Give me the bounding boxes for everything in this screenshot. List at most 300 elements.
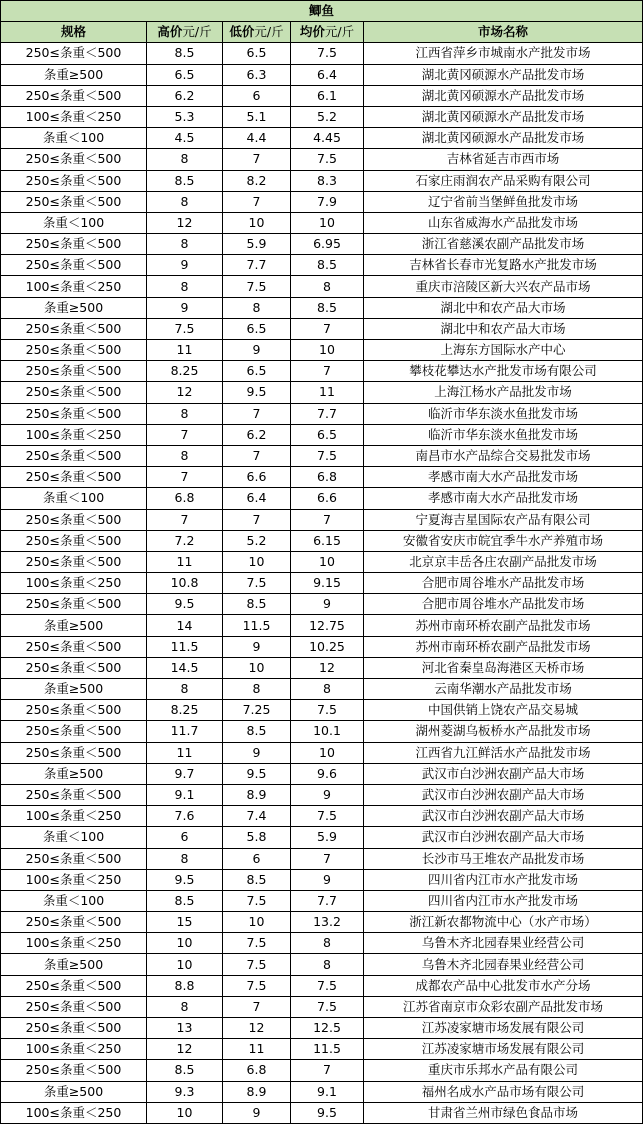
- cell-high-price: 9.5: [147, 869, 223, 890]
- cell-market-name: 吉林省延吉市西市场: [364, 149, 643, 170]
- cell-low-price: 7: [223, 445, 291, 466]
- table-title-row: [1, 1, 643, 22]
- cell-avg-price: 10: [291, 340, 364, 361]
- cell-market-name: 苏州市南环桥农副产品批发市场: [364, 615, 643, 636]
- cell-high-price: 11: [147, 742, 223, 763]
- cell-market-name: 云南华潮水产品批发市场: [364, 679, 643, 700]
- cell-low-price: 7.5: [223, 573, 291, 594]
- cell-low-price: 10: [223, 912, 291, 933]
- column-header-low-price: 低价元/斤: [223, 22, 291, 43]
- cell-avg-price: 9: [291, 594, 364, 615]
- cell-spec: 250≤条重＜500: [1, 784, 147, 805]
- cell-spec: 100≤条重＜250: [1, 573, 147, 594]
- cell-spec: 250≤条重＜500: [1, 700, 147, 721]
- cell-low-price: 11.5: [223, 615, 291, 636]
- cell-avg-price: 10: [291, 742, 364, 763]
- table-row: [1, 403, 643, 424]
- cell-high-price: 4.5: [147, 128, 223, 149]
- cell-high-price: 8: [147, 445, 223, 466]
- cell-market-name: 武汉市白沙洲农副产品大市场: [364, 784, 643, 805]
- cell-high-price: 8.25: [147, 700, 223, 721]
- table-row: [1, 234, 643, 255]
- cell-low-price: 9.5: [223, 382, 291, 403]
- cell-avg-price: 7.5: [291, 996, 364, 1017]
- cell-market-name: 吉林省长春市光复路水产批发市场: [364, 255, 643, 276]
- cell-market-name: 石家庄雨润农产品采购有限公司: [364, 170, 643, 191]
- cell-high-price: 14.5: [147, 657, 223, 678]
- cell-high-price: 10: [147, 933, 223, 954]
- cell-spec: 100≤条重＜250: [1, 806, 147, 827]
- cell-spec: 250≤条重＜500: [1, 43, 147, 64]
- cell-low-price: 7.7: [223, 255, 291, 276]
- cell-market-name: 上海江杨水产品批发市场: [364, 382, 643, 403]
- cell-low-price: 6.5: [223, 361, 291, 382]
- cell-avg-price: 10.1: [291, 721, 364, 742]
- cell-spec: 250≤条重＜500: [1, 149, 147, 170]
- cell-spec: 250≤条重＜500: [1, 509, 147, 530]
- column-header-spec: 规格: [1, 22, 147, 43]
- cell-high-price: 10.8: [147, 573, 223, 594]
- cell-low-price: 8.5: [223, 594, 291, 615]
- cell-market-name: 合肥市周谷堆水产品批发市场: [364, 594, 643, 615]
- cell-avg-price: 5.2: [291, 106, 364, 127]
- table-row: [1, 361, 643, 382]
- cell-avg-price: 11: [291, 382, 364, 403]
- table-body: [1, 43, 643, 1124]
- table-row: [1, 615, 643, 636]
- cell-low-price: 12: [223, 1018, 291, 1039]
- cell-avg-price: 8: [291, 679, 364, 700]
- cell-spec: 250≤条重＜500: [1, 318, 147, 339]
- table-row: [1, 954, 643, 975]
- table-row: [1, 530, 643, 551]
- cell-high-price: 8: [147, 679, 223, 700]
- cell-market-name: 临沂市华东淡水鱼批发市场: [364, 403, 643, 424]
- cell-low-price: 7: [223, 403, 291, 424]
- cell-market-name: 武汉市白沙洲农副产品大市场: [364, 763, 643, 784]
- table-row: [1, 467, 643, 488]
- cell-high-price: 8.5: [147, 170, 223, 191]
- table-row: [1, 1060, 643, 1081]
- cell-avg-price: 7.9: [291, 191, 364, 212]
- cell-market-name: 乌鲁木齐北园春果业经营公司: [364, 954, 643, 975]
- cell-avg-price: 8.3: [291, 170, 364, 191]
- cell-market-name: 长沙市马王堆农产品批发市场: [364, 848, 643, 869]
- cell-spec: 条重≥500: [1, 64, 147, 85]
- table-row: [1, 679, 643, 700]
- cell-market-name: 河北省秦皇岛海港区天桥市场: [364, 657, 643, 678]
- cell-spec: 条重＜100: [1, 890, 147, 911]
- cell-avg-price: 7: [291, 848, 364, 869]
- table-row: [1, 297, 643, 318]
- cell-avg-price: 7.5: [291, 445, 364, 466]
- cell-avg-price: 6.8: [291, 467, 364, 488]
- cell-market-name: 武汉市白沙洲农副产品大市场: [364, 806, 643, 827]
- cell-high-price: 8.5: [147, 890, 223, 911]
- cell-market-name: 北京京丰岳各庄农副产品批发市场: [364, 551, 643, 572]
- cell-low-price: 7.4: [223, 806, 291, 827]
- cell-high-price: 6: [147, 827, 223, 848]
- table-row: [1, 912, 643, 933]
- cell-low-price: 7: [223, 191, 291, 212]
- cell-high-price: 7: [147, 467, 223, 488]
- table-header-row: [1, 22, 643, 43]
- cell-low-price: 9: [223, 636, 291, 657]
- cell-low-price: 4.4: [223, 128, 291, 149]
- cell-market-name: 湖北黄冈硕源水产品批发市场: [364, 128, 643, 149]
- table-row: [1, 933, 643, 954]
- cell-avg-price: 9.15: [291, 573, 364, 594]
- cell-spec: 250≤条重＜500: [1, 551, 147, 572]
- column-header-market: 市场名称: [364, 22, 643, 43]
- cell-market-name: 重庆市涪陵区新大兴农产品市场: [364, 276, 643, 297]
- cell-high-price: 12: [147, 1039, 223, 1060]
- table-row: [1, 488, 643, 509]
- cell-market-name: 湖北黄冈硕源水产品批发市场: [364, 106, 643, 127]
- cell-spec: 250≤条重＜500: [1, 170, 147, 191]
- cell-avg-price: 10: [291, 551, 364, 572]
- cell-market-name: 重庆市乐邦水产品有限公司: [364, 1060, 643, 1081]
- cell-high-price: 7: [147, 509, 223, 530]
- cell-market-name: 孝感市南大水产品批发市场: [364, 467, 643, 488]
- table-row: [1, 509, 643, 530]
- table-title: 鲫鱼: [1, 1, 643, 22]
- cell-market-name: 浙江省慈溪农副产品批发市场: [364, 234, 643, 255]
- table-row: [1, 742, 643, 763]
- cell-high-price: 7: [147, 424, 223, 445]
- cell-low-price: 6.5: [223, 318, 291, 339]
- cell-low-price: 8.5: [223, 869, 291, 890]
- cell-low-price: 6: [223, 85, 291, 106]
- cell-avg-price: 10.25: [291, 636, 364, 657]
- cell-avg-price: 9.1: [291, 1081, 364, 1102]
- cell-high-price: 8.25: [147, 361, 223, 382]
- cell-market-name: 临沂市华东淡水鱼批发市场: [364, 424, 643, 445]
- cell-market-name: 江西省九江鲜活水产品批发市场: [364, 742, 643, 763]
- table-row: [1, 869, 643, 890]
- cell-avg-price: 8: [291, 954, 364, 975]
- cell-spec: 250≤条重＜500: [1, 530, 147, 551]
- cell-avg-price: 7: [291, 509, 364, 530]
- cell-market-name: 攀枝花攀达水产批发市场有限公司: [364, 361, 643, 382]
- cell-high-price: 9.7: [147, 763, 223, 784]
- cell-avg-price: 8.5: [291, 297, 364, 318]
- cell-high-price: 7.5: [147, 318, 223, 339]
- cell-low-price: 5.2: [223, 530, 291, 551]
- cell-market-name: 南昌市水产品综合交易批发市场: [364, 445, 643, 466]
- column-header-avg-price: 均价元/斤: [291, 22, 364, 43]
- cell-market-name: 成都农产品中心批发市水产分场: [364, 975, 643, 996]
- cell-low-price: 6.6: [223, 467, 291, 488]
- cell-spec: 条重＜100: [1, 128, 147, 149]
- cell-avg-price: 7: [291, 361, 364, 382]
- cell-spec: 条重≥500: [1, 954, 147, 975]
- cell-market-name: 江苏省南京市众彩农副产品批发市场: [364, 996, 643, 1017]
- cell-high-price: 9.3: [147, 1081, 223, 1102]
- table-row: [1, 1081, 643, 1102]
- cell-high-price: 15: [147, 912, 223, 933]
- cell-market-name: 山东省威海水产品批发市场: [364, 212, 643, 233]
- cell-high-price: 6.5: [147, 64, 223, 85]
- table-row: [1, 657, 643, 678]
- cell-low-price: 6: [223, 848, 291, 869]
- cell-spec: 250≤条重＜500: [1, 1060, 147, 1081]
- cell-spec: 100≤条重＜250: [1, 1102, 147, 1123]
- cell-low-price: 8.9: [223, 1081, 291, 1102]
- cell-spec: 条重≥500: [1, 297, 147, 318]
- cell-low-price: 10: [223, 551, 291, 572]
- cell-market-name: 湖北黄冈硕源水产品批发市场: [364, 64, 643, 85]
- cell-low-price: 8.9: [223, 784, 291, 805]
- cell-spec: 100≤条重＜250: [1, 1039, 147, 1060]
- cell-high-price: 8: [147, 403, 223, 424]
- table-row: [1, 340, 643, 361]
- cell-high-price: 9: [147, 255, 223, 276]
- cell-high-price: 12: [147, 212, 223, 233]
- cell-avg-price: 7.7: [291, 890, 364, 911]
- cell-high-price: 7.2: [147, 530, 223, 551]
- table-row: [1, 594, 643, 615]
- cell-market-name: 江苏凌家塘市场发展有限公司: [364, 1039, 643, 1060]
- cell-spec: 250≤条重＜500: [1, 636, 147, 657]
- cell-spec: 条重≥500: [1, 679, 147, 700]
- table-row: [1, 85, 643, 106]
- cell-avg-price: 8.5: [291, 255, 364, 276]
- table-row: [1, 573, 643, 594]
- cell-market-name: 湖北黄冈硕源水产品批发市场: [364, 85, 643, 106]
- cell-avg-price: 9.6: [291, 763, 364, 784]
- cell-market-name: 江苏凌家塘市场发展有限公司: [364, 1018, 643, 1039]
- table-row: [1, 424, 643, 445]
- table-row: [1, 212, 643, 233]
- cell-spec: 条重＜100: [1, 827, 147, 848]
- cell-avg-price: 12: [291, 657, 364, 678]
- cell-low-price: 10: [223, 657, 291, 678]
- cell-avg-price: 10: [291, 212, 364, 233]
- cell-market-name: 安徽省安庆市皖宜季牛水产养殖市场: [364, 530, 643, 551]
- cell-avg-price: 13.2: [291, 912, 364, 933]
- cell-avg-price: 9: [291, 784, 364, 805]
- column-header-high-price: 高价元/斤: [147, 22, 223, 43]
- cell-high-price: 8: [147, 149, 223, 170]
- cell-avg-price: 12.75: [291, 615, 364, 636]
- cell-high-price: 11: [147, 340, 223, 361]
- cell-market-name: 江西省萍乡市城南水产批发市场: [364, 43, 643, 64]
- cell-spec: 100≤条重＜250: [1, 424, 147, 445]
- cell-avg-price: 6.5: [291, 424, 364, 445]
- cell-low-price: 9: [223, 1102, 291, 1123]
- table-row: [1, 106, 643, 127]
- table-row: [1, 848, 643, 869]
- cell-avg-price: 6.1: [291, 85, 364, 106]
- cell-low-price: 8: [223, 679, 291, 700]
- table-row: [1, 1102, 643, 1123]
- cell-high-price: 8.8: [147, 975, 223, 996]
- cell-spec: 250≤条重＜500: [1, 912, 147, 933]
- cell-high-price: 6.8: [147, 488, 223, 509]
- cell-high-price: 8: [147, 996, 223, 1017]
- cell-market-name: 苏州市南环桥农副产品批发市场: [364, 636, 643, 657]
- cell-low-price: 5.1: [223, 106, 291, 127]
- table-row: [1, 445, 643, 466]
- cell-spec: 250≤条重＜500: [1, 848, 147, 869]
- cell-low-price: 7: [223, 509, 291, 530]
- table-row: [1, 700, 643, 721]
- cell-low-price: 6.4: [223, 488, 291, 509]
- cell-high-price: 10: [147, 1102, 223, 1123]
- cell-low-price: 8.5: [223, 721, 291, 742]
- cell-low-price: 9: [223, 340, 291, 361]
- table-row: [1, 551, 643, 572]
- cell-spec: 250≤条重＜500: [1, 975, 147, 996]
- cell-high-price: 6.2: [147, 85, 223, 106]
- cell-spec: 100≤条重＜250: [1, 106, 147, 127]
- cell-spec: 250≤条重＜500: [1, 191, 147, 212]
- table-row: [1, 784, 643, 805]
- cell-avg-price: 6.4: [291, 64, 364, 85]
- table-row: [1, 43, 643, 64]
- cell-avg-price: 7.5: [291, 149, 364, 170]
- cell-low-price: 9: [223, 742, 291, 763]
- cell-spec: 250≤条重＜500: [1, 467, 147, 488]
- table-row: [1, 763, 643, 784]
- cell-avg-price: 11.5: [291, 1039, 364, 1060]
- cell-low-price: 6.8: [223, 1060, 291, 1081]
- cell-high-price: 8.5: [147, 43, 223, 64]
- cell-high-price: 9.1: [147, 784, 223, 805]
- cell-avg-price: 7.5: [291, 700, 364, 721]
- cell-spec: 条重≥500: [1, 1081, 147, 1102]
- cell-low-price: 10: [223, 212, 291, 233]
- cell-spec: 250≤条重＜500: [1, 996, 147, 1017]
- cell-spec: 条重＜100: [1, 488, 147, 509]
- cell-high-price: 13: [147, 1018, 223, 1039]
- cell-low-price: 8: [223, 297, 291, 318]
- cell-spec: 250≤条重＜500: [1, 85, 147, 106]
- table-row: [1, 128, 643, 149]
- cell-high-price: 8: [147, 848, 223, 869]
- table-row: [1, 276, 643, 297]
- cell-high-price: 5.3: [147, 106, 223, 127]
- cell-low-price: 7.25: [223, 700, 291, 721]
- cell-spec: 250≤条重＜500: [1, 742, 147, 763]
- cell-spec: 条重＜100: [1, 212, 147, 233]
- cell-low-price: 7.5: [223, 933, 291, 954]
- cell-market-name: 上海东方国际水产中心: [364, 340, 643, 361]
- cell-market-name: 四川省内江市水产批发市场: [364, 890, 643, 911]
- table-row: [1, 721, 643, 742]
- cell-market-name: 湖北中和农产品大市场: [364, 297, 643, 318]
- cell-avg-price: 7.5: [291, 975, 364, 996]
- cell-low-price: 5.9: [223, 234, 291, 255]
- cell-high-price: 8: [147, 234, 223, 255]
- cell-spec: 100≤条重＜250: [1, 276, 147, 297]
- cell-market-name: 乌鲁木齐北园春果业经营公司: [364, 933, 643, 954]
- cell-high-price: 8: [147, 191, 223, 212]
- cell-avg-price: 4.45: [291, 128, 364, 149]
- cell-avg-price: 7.7: [291, 403, 364, 424]
- cell-avg-price: 8: [291, 276, 364, 297]
- cell-avg-price: 6.6: [291, 488, 364, 509]
- cell-high-price: 8: [147, 276, 223, 297]
- table-row: [1, 1039, 643, 1060]
- cell-low-price: 5.8: [223, 827, 291, 848]
- cell-avg-price: 8: [291, 933, 364, 954]
- cell-low-price: 11: [223, 1039, 291, 1060]
- cell-spec: 250≤条重＜500: [1, 1018, 147, 1039]
- cell-low-price: 7.5: [223, 954, 291, 975]
- cell-high-price: 10: [147, 954, 223, 975]
- cell-spec: 250≤条重＜500: [1, 234, 147, 255]
- cell-avg-price: 12.5: [291, 1018, 364, 1039]
- cell-market-name: 宁夏海吉星国际农产品有限公司: [364, 509, 643, 530]
- cell-market-name: 辽宁省前当堡鲜鱼批发市场: [364, 191, 643, 212]
- cell-avg-price: 9: [291, 869, 364, 890]
- cell-low-price: 7.5: [223, 890, 291, 911]
- cell-spec: 250≤条重＜500: [1, 594, 147, 615]
- cell-spec: 250≤条重＜500: [1, 445, 147, 466]
- cell-avg-price: 7.5: [291, 43, 364, 64]
- cell-avg-price: 7: [291, 1060, 364, 1081]
- table-row: [1, 890, 643, 911]
- cell-high-price: 11.5: [147, 636, 223, 657]
- table-row: [1, 975, 643, 996]
- cell-low-price: 7.5: [223, 975, 291, 996]
- cell-market-name: 湖州菱湖乌板桥水产品批发市场: [364, 721, 643, 742]
- cell-spec: 250≤条重＜500: [1, 403, 147, 424]
- cell-spec: 条重≥500: [1, 763, 147, 784]
- cell-low-price: 7.5: [223, 276, 291, 297]
- cell-spec: 100≤条重＜250: [1, 869, 147, 890]
- cell-market-name: 孝感市南大水产品批发市场: [364, 488, 643, 509]
- cell-market-name: 四川省内江市水产批发市场: [364, 869, 643, 890]
- cell-spec: 250≤条重＜500: [1, 255, 147, 276]
- cell-market-name: 武汉市白沙洲农副产品大市场: [364, 827, 643, 848]
- cell-low-price: 6.2: [223, 424, 291, 445]
- cell-high-price: 7.6: [147, 806, 223, 827]
- cell-market-name: 福州名成水产品市场有限公司: [364, 1081, 643, 1102]
- cell-avg-price: 5.9: [291, 827, 364, 848]
- cell-spec: 250≤条重＜500: [1, 361, 147, 382]
- table-row: [1, 170, 643, 191]
- table-row: [1, 191, 643, 212]
- table-row: [1, 1018, 643, 1039]
- cell-high-price: 11.7: [147, 721, 223, 742]
- table-row: [1, 64, 643, 85]
- cell-avg-price: 9.5: [291, 1102, 364, 1123]
- cell-avg-price: 6.15: [291, 530, 364, 551]
- cell-low-price: 9.5: [223, 763, 291, 784]
- cell-spec: 250≤条重＜500: [1, 657, 147, 678]
- cell-avg-price: 6.95: [291, 234, 364, 255]
- cell-spec: 250≤条重＜500: [1, 340, 147, 361]
- cell-spec: 250≤条重＜500: [1, 721, 147, 742]
- cell-spec: 250≤条重＜500: [1, 382, 147, 403]
- cell-market-name: 湖北中和农产品大市场: [364, 318, 643, 339]
- table-row: [1, 382, 643, 403]
- cell-high-price: 14: [147, 615, 223, 636]
- table-row: [1, 806, 643, 827]
- cell-market-name: 合肥市周谷堆水产品批发市场: [364, 573, 643, 594]
- cell-spec: 条重≥500: [1, 615, 147, 636]
- cell-spec: 100≤条重＜250: [1, 933, 147, 954]
- cell-avg-price: 7: [291, 318, 364, 339]
- cell-low-price: 6.3: [223, 64, 291, 85]
- cell-market-name: 中国供销上饶农产品交易城: [364, 700, 643, 721]
- table-row: [1, 318, 643, 339]
- cell-low-price: 7: [223, 149, 291, 170]
- table-row: [1, 996, 643, 1017]
